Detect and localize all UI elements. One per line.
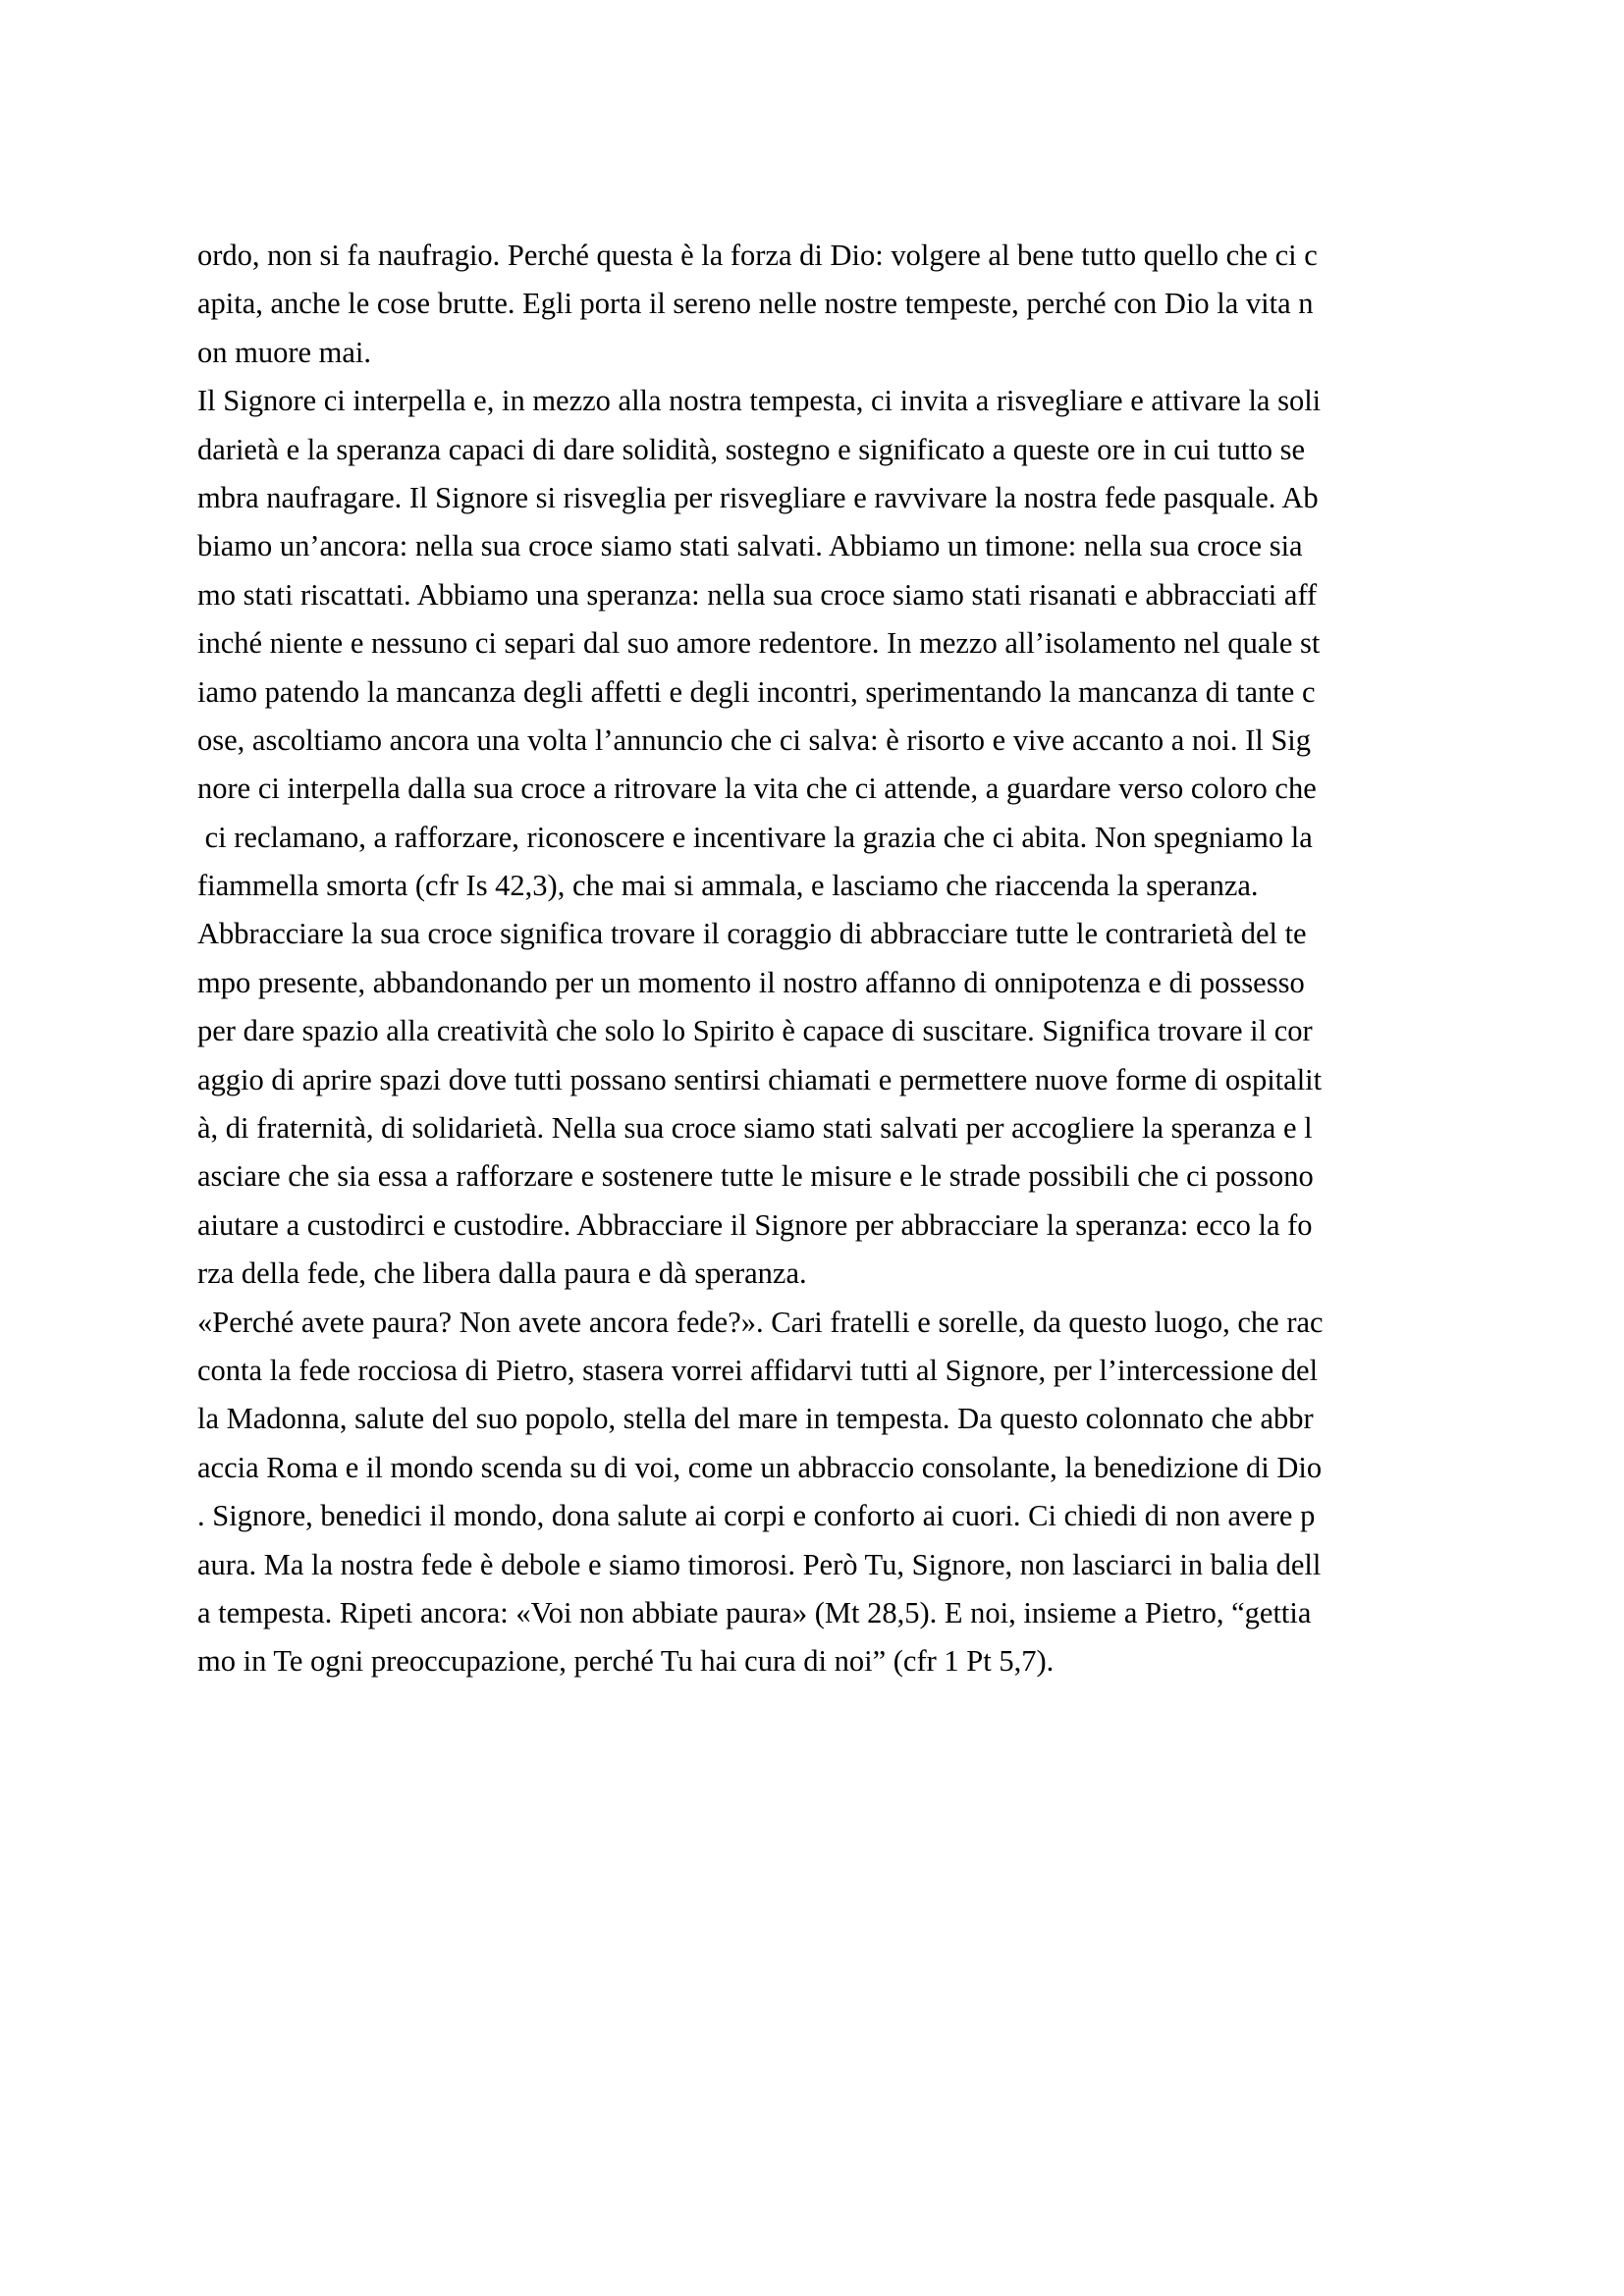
text-line: conta la fede rocciosa di Pietro, stasera vorrei affidarvi tutti al Signore, per l’intercessione del [197, 1353, 1319, 1387]
text-line: ci reclamano, a rafforzare, riconoscere e incentivare la grazia che ci abita. Non spegniamo la [197, 820, 1313, 854]
body-text [197, 232, 1474, 1686]
text-line: iamo patendo la mancanza degli affetti e degli incontri, sperimentando la mancanza di tante c [197, 674, 1316, 709]
text-line: aiutare a custodirci e custodire. Abbracciare il Signore per abbracciare la speranza: ecco la fo [197, 1207, 1313, 1242]
text-line: mbra naufragare. Il Signore si risveglia per risvegliare e ravvivare la nostra fede pasquale. Ab [197, 480, 1319, 514]
text-line: mpo presente, abbandonando per un momento il nostro affanno di onnipotenza e di possesso [197, 965, 1305, 999]
text-line: ordo, non si fa naufragio. Perché questa è la forza di Dio: volgere al bene tutto quello che ci c [197, 239, 1318, 272]
text-line: aura. Ma la nostra fede è debole e siamo timorosi. Però Tu, Signore, non lasciarci in balia dell [197, 1547, 1322, 1581]
text-line: aggio di aprire spazi dove tutti possano sentirsi chiamati e permettere nuove forme di ospitalit [197, 1062, 1323, 1096]
text-line: rza della fede, che libera dalla paura e dà speranza. [197, 1256, 807, 1291]
text-line: apita, anche le cose brutte. Egli porta il sereno nelle nostre tempeste, perché con Dio la vita n [197, 287, 1314, 321]
text-line: accia Roma e il mondo scenda su di voi, come un abbraccio consolante, la benedizione di Dio [197, 1450, 1323, 1484]
text-line: à, di fraternità, di solidarietà. Nella sua croce siamo stati salvati per accogliere la speranza e l [197, 1111, 1313, 1146]
text-line: inché niente e nessuno ci separi dal suo amore redentore. In mezzo all’isolamento nel quale st [197, 626, 1321, 661]
text-line: on muore mai. [197, 335, 372, 369]
text-line: biamo un’ancora: nella sua croce siamo stati salvati. Abbiamo un timone: nella sua croce sia [197, 529, 1303, 563]
text-line: a tempesta. Ripeti ancora: «Voi non abbiate paura» (Mt 28,5). E noi, insieme a Pietro, “gettia [197, 1595, 1312, 1629]
text-line: . Signore, benedici il mondo, dona salute ai corpi e conforto ai cuori. Ci chiedi di non avere p [197, 1499, 1316, 1533]
text-line: Il Signore ci interpella e, in mezzo alla nostra tempesta, ci invita a risvegliare e attivare la soli [197, 384, 1322, 418]
text-line: nore ci interpella dalla sua croce a ritrovare la vita che ci attende, a guardare verso coloro che [197, 772, 1317, 806]
text-line: la Madonna, salute del suo popolo, stella del mare in tempesta. Da questo colonnato che abbr [197, 1402, 1314, 1436]
text-line: asciare che sia essa a rafforzare e sostenere tutte le misure e le strade possibili che ci possono [197, 1159, 1314, 1194]
text-line: per dare spazio alla creatività che solo lo Spirito è capace di suscitare. Significa trovare il cor [197, 1014, 1313, 1048]
text-line: mo in Te ogni preoccupazione, perché Tu hai cura di noi” (cfr 1 Pt 5,7). [197, 1644, 1055, 1679]
text-line: darietà e la speranza capaci di dare solidità, sostegno e significato a queste ore in cui tutto se [197, 432, 1306, 466]
text-line: mo stati riscattati. Abbiamo una speranza: nella sua croce siamo stati risanati e abbracciati aff [197, 577, 1318, 612]
text-line: fiammella smorta (cfr Is 42,3), che mai si ammala, e lasciamo che riaccenda la speranza. [197, 869, 1259, 903]
text-line: «Perché avete paura? Non avete ancora fede?». Cari fratelli e sorelle, da questo luogo, che rac [197, 1305, 1324, 1339]
text-line: ose, ascoltiamo ancora una volta l’annuncio che ci salva: è risorto e vive accanto a noi. Il Sig [197, 722, 1312, 757]
text-line: Abbracciare la sua croce significa trovare il coraggio di abbracciare tutte le contrarietà del te [197, 917, 1307, 951]
